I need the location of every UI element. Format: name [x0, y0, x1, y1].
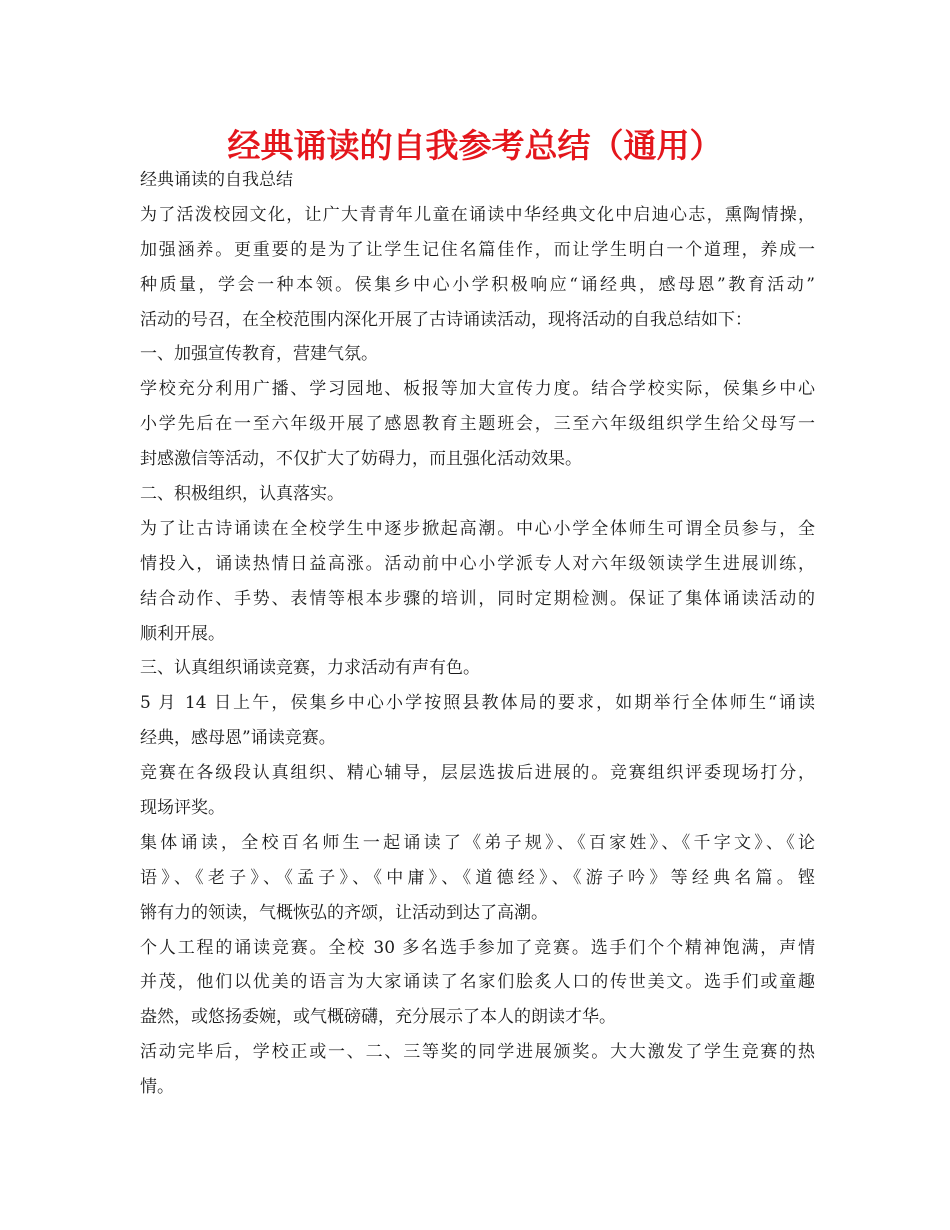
document-body — [140, 163, 815, 1105]
text-line: 锵有力的领读，气概恢弘的齐颂，让活动到达了高潮。 — [140, 902, 548, 923]
text-line: 语》、《老子》、《孟子》、《中庸》、《道德经》、《游子吟》等经典名篇。铿 — [140, 867, 815, 888]
text-line: 为了让古诗诵读在全校学生中逐步掀起高潮。中心小学全体师生可谓全员参与，全 — [140, 518, 815, 539]
text-line: 经典，感母恩”诵读竞赛。 — [140, 728, 336, 749]
text-line: 5 月 14 日上午，侯集乡中心小学按照县教体局的要求，如期举行全体师生“诵读 — [140, 693, 815, 714]
text-line: 活动完毕后，学校正或一、二、三等奖的同学进展颁奖。大大激发了学生竞赛的热 — [140, 1042, 815, 1063]
text-line: 情投入，诵读热情日益高涨。活动前中心小学派专人对六年级领读学生进展训练， — [140, 553, 815, 574]
section-heading: 一、加强宣传教育，营建气氛。 — [140, 344, 378, 365]
section-heading: 二、积极组织，认真落实。 — [140, 484, 344, 505]
text-line: 竞赛在各级段认真组织、精心辅导，层层选拔后进展的。竞赛组织评委现场打分， — [140, 763, 815, 784]
text-line: 结合动作、手势、表情等根本步骤的培训，同时定期检测。保证了集体诵读活动的 — [140, 588, 815, 609]
text-line: 顺利开展。 — [140, 623, 225, 644]
text-line: 为了活泼校园文化，让广大青青年儿童在诵读中华经典文化中启迪心志，熏陶情操， — [140, 204, 815, 225]
text-line: 情。 — [140, 1077, 174, 1098]
text-line: 加强涵养。更重要的是为了让学生记住名篇佳作，而让学生明白一个道理，养成一 — [140, 239, 815, 260]
document-title: 经典诵读的自我参考总结（通用） — [227, 126, 723, 165]
text-line: 集体诵读，全校百名师生一起诵读了《弟子规》、《百家姓》、《千字文》、《论 — [140, 832, 815, 853]
text-line: 种质量，学会一种本领。侯集乡中心小学积极响应“诵经典，感母恩”教育活动” — [140, 274, 815, 295]
text-line: 经典诵读的自我总结 — [140, 170, 293, 190]
text-line: 个人工程的诵读竞赛。全校 30 多名选手参加了竞赛。选手们个个精神饱满，声情 — [140, 937, 815, 958]
text-line: 小学先后在一至六年级开展了感恩教育主题班会，三至六年级组织学生给父母写一 — [140, 414, 815, 435]
text-line: 盎然，或悠扬委婉，或气概磅礴，充分展示了本人的朗读才华。 — [140, 1007, 616, 1028]
text-line: 封感激信等活动，不仅扩大了妨碍力，而且强化活动效果。 — [140, 449, 582, 470]
text-line: 学校充分利用广播、学习园地、板报等加大宣传力度。结合学校实际，侯集乡中心 — [140, 379, 815, 400]
section-heading: 三、认真组织诵读竞赛，力求活动有声有色。 — [140, 658, 480, 679]
text-line: 现场评奖。 — [140, 798, 225, 819]
text-line: 活动的号召，在全校范围内深化开展了古诗诵读活动，现将活动的自我总结如下： — [140, 309, 752, 330]
text-line: 并茂，他们以优美的语言为大家诵读了名家们脍炙人口的传世美文。选手们或童趣 — [140, 972, 815, 993]
